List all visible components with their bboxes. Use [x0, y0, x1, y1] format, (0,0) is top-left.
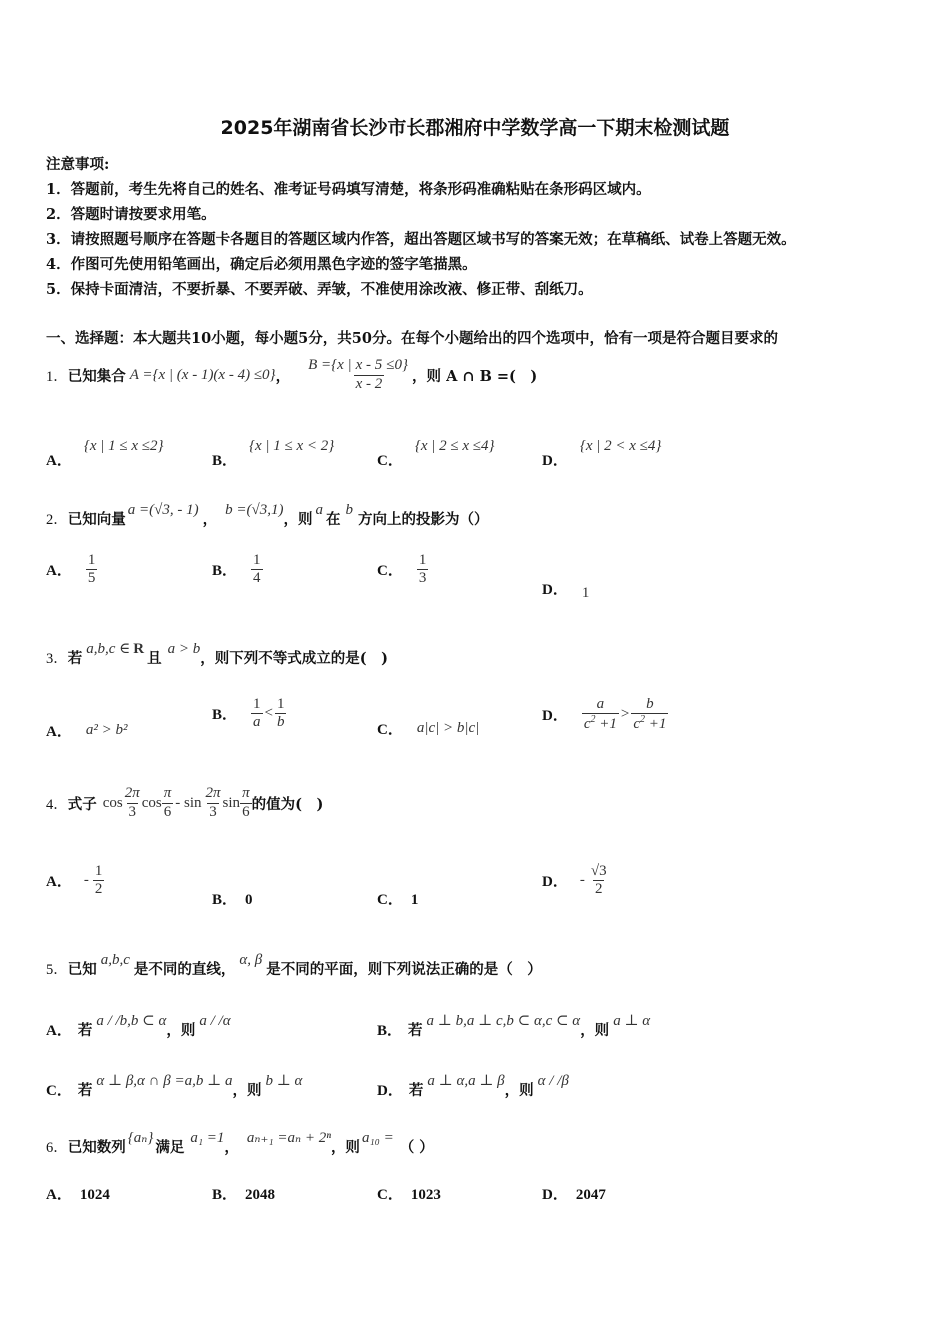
math-var-a: a [315, 502, 323, 518]
math-vector-a: a =(√3, - 1) [127, 502, 199, 518]
question-number: 1． [46, 368, 68, 385]
option-text: {x | 1 ≤ x < 2} [249, 438, 335, 454]
option-label: D． [542, 874, 568, 891]
math-cos: cos [141, 794, 162, 811]
question-tail: 方向上的投影为（） [357, 511, 489, 528]
question-2 [46, 497, 488, 529]
question-text: 已知向量 [67, 511, 126, 528]
q3-option-c[interactable] [377, 718, 479, 739]
option-text: ，则 [580, 1022, 610, 1039]
question-number: 5． [46, 962, 68, 978]
option-fraction [86, 552, 98, 588]
option-text: {x | 2 ≤ x ≤4} [414, 438, 495, 454]
numerator: 2π [205, 785, 221, 802]
math-fraction [204, 785, 223, 821]
option-label: C． [377, 1187, 403, 1203]
option-fraction: $\frac{a}{c^2 +1}$ [583, 696, 617, 733]
math-fraction [240, 785, 252, 821]
option-label: B． [212, 563, 238, 580]
option-sign: - [579, 872, 585, 889]
question-text: ， [275, 367, 291, 385]
q1-option-d[interactable] [542, 434, 662, 469]
option-fraction [589, 863, 609, 899]
question-text: 且 [147, 650, 162, 667]
q4-option-b[interactable] [212, 888, 253, 909]
numerator: √3 [590, 863, 607, 879]
option-label: B． [212, 453, 238, 469]
math-var-b: b [345, 502, 353, 518]
question-text: 已知 [67, 961, 97, 978]
question-text: 若 [67, 650, 83, 667]
q1-option-a[interactable] [46, 434, 164, 469]
denominator: 3 [418, 570, 427, 587]
notice-item-3: 3．请按照题号顺序在答题卡各题目的答题区域内作答，超出答题区域书写的答案无效；在草稿纸、试卷上答题无效。 [46, 231, 796, 248]
q4-option-c[interactable] [377, 888, 418, 909]
option-label: C． [377, 722, 403, 738]
numerator: 2π [124, 785, 140, 802]
option-math: a / /b,b ⊂ α [96, 1013, 167, 1029]
q6-option-a[interactable] [46, 1183, 110, 1204]
option-label: D． [377, 1083, 403, 1099]
option-label: D． [542, 1187, 568, 1203]
question-text: ，则 [283, 511, 313, 528]
denominator: 2 [594, 881, 603, 898]
option-math: α / /β [537, 1073, 569, 1089]
option-label: C． [46, 1083, 72, 1099]
option-text: 1 [581, 585, 590, 601]
option-math: a|c| > b|c| [416, 720, 480, 736]
question-text: 是不同的直线， [133, 961, 236, 978]
option-label: D． [542, 582, 568, 598]
denominator: 5 [87, 570, 96, 587]
page-title: 2025年湖南省长沙市长郡湘府中学数学高一下期末检测试题 [220, 117, 730, 139]
question-4 [46, 779, 323, 827]
denominator: 6 [242, 803, 250, 820]
question-tail: （ ） [399, 1139, 434, 1156]
math-sin: sin [222, 794, 241, 811]
option-text: 1023 [410, 1187, 441, 1203]
notice-heading: 注意事项: [46, 156, 110, 173]
question-text: 已知数列 [67, 1139, 126, 1156]
math-condition: a,b,c ∈ [86, 641, 131, 657]
notice-item-2: 2．答题时请按要求用笔。 [46, 206, 216, 223]
option-math: α ⊥ β,α ∩ β =a,b ⊥ a [96, 1073, 233, 1089]
question-text: 已知集合 [67, 367, 126, 385]
q6-option-c[interactable] [377, 1183, 441, 1204]
q4-option-d[interactable] [542, 863, 609, 899]
option-label: C． [377, 563, 403, 580]
option-math: a² > b² [85, 722, 128, 738]
question-text: 式子 [67, 795, 97, 813]
math-set-a: A ={x | (x - 1)(x - 4) ≤0} [129, 366, 276, 383]
q5-option-a[interactable] [46, 1008, 231, 1040]
question-number: 3． [46, 651, 68, 667]
option-fraction: $\frac{b}{c^2 +1}$ [633, 696, 667, 733]
question-number: 6． [46, 1140, 68, 1156]
option-label: B． [377, 1023, 403, 1039]
denominator: 6 [163, 803, 172, 820]
q6-option-b[interactable] [212, 1183, 275, 1204]
q2-option-d[interactable] [542, 578, 589, 599]
option-math: a ⊥ b,a ⊥ c,b ⊂ α,c ⊂ α [426, 1013, 581, 1029]
option-label: A． [46, 874, 72, 891]
option-text: 2047 [575, 1187, 606, 1203]
option-label: A． [46, 1187, 72, 1203]
q2-option-b[interactable] [212, 552, 263, 588]
notice-item-4: 4．作图可先使用铅笔画出，确定后必须用黑色字迹的签字笔描黑。 [46, 256, 477, 273]
denominator: 3 [209, 803, 217, 820]
option-fraction [93, 863, 105, 899]
question-text: 在 [325, 511, 341, 528]
option-text: ，则 [166, 1022, 196, 1039]
math-real-set: R [133, 641, 145, 657]
option-text: 若 [77, 1022, 93, 1039]
math-condition: a₁ =1 [190, 1130, 225, 1146]
numerator: π [163, 785, 172, 802]
question-tail: ，则下列不等式成立的是( ) [200, 650, 388, 667]
numerator: 1 [418, 552, 427, 568]
option-math: a / /α [199, 1013, 231, 1029]
option-text: 若 [77, 1082, 93, 1099]
question-1 [46, 352, 537, 398]
numerator: 1 [87, 552, 96, 568]
q6-option-d[interactable] [542, 1183, 606, 1204]
option-text: 若 [408, 1082, 424, 1099]
math-set-b-pre: B ={x | [308, 356, 352, 373]
option-label: A． [46, 453, 72, 469]
option-text: ，则 [232, 1082, 262, 1099]
option-label: A． [46, 1023, 72, 1039]
math-sequence: {aₙ} [127, 1130, 154, 1146]
option-text: 1024 [79, 1187, 110, 1203]
q3-option-a[interactable] [46, 720, 127, 741]
math-condition: aₙ₊₁ =aₙ + 2ⁿ [246, 1130, 331, 1146]
question-text: ， [202, 511, 218, 528]
q1-option-c[interactable] [377, 434, 495, 469]
option-text: 1 [410, 892, 419, 908]
option-math: a ⊥ α [613, 1013, 651, 1029]
option-sign: - [83, 872, 89, 889]
numerator: π [242, 785, 250, 802]
q3-option-d[interactable]: D． $\frac{a}{c^2 +1}$ > $\frac{b}{c^2 +1}$ [542, 696, 667, 733]
option-text: 若 [408, 1022, 423, 1039]
math-vector-b: b =(√3,1) [225, 502, 284, 518]
option-fraction: $\frac{1}{b}$ [276, 696, 285, 731]
option-text: 2048 [245, 1187, 276, 1203]
math-condition: a > b [167, 641, 201, 657]
option-label: D． [542, 453, 568, 469]
question-5 [46, 947, 542, 979]
numerator: 1 [94, 863, 103, 879]
denominator: 2 [94, 881, 103, 898]
option-label: A． [46, 724, 72, 740]
option-math: b ⊥ α [265, 1073, 303, 1089]
option-text: ，则 [504, 1082, 534, 1099]
math-set-b-post: ≤0} [386, 356, 409, 373]
numerator: 1 [253, 552, 261, 568]
option-fraction [417, 552, 429, 588]
q3-option-b[interactable]: B． $\frac{1}{a}$ < $\frac{1}{b}$ [212, 696, 285, 731]
q5-option-c[interactable] [46, 1068, 302, 1100]
question-tail: 的值为( ) [251, 795, 324, 813]
math-fraction [123, 785, 142, 821]
option-label: B． [212, 892, 238, 908]
math-condition: a₁₀ = [361, 1130, 394, 1146]
q1-option-b[interactable] [212, 434, 335, 469]
notice-item-5: 5．保持卡面清洁，不要折暴、不要弄破、弄皱，不准使用涂改液、修正带、刮纸刀。 [46, 281, 593, 298]
denominator: 4 [253, 570, 261, 587]
math-fraction [354, 357, 385, 393]
question-tail: 是不同的平面，则下列说法正确的是（ ） [266, 961, 542, 978]
q2-option-c[interactable] [377, 552, 428, 588]
question-number: 4． [46, 796, 68, 813]
question-3 [46, 636, 388, 668]
q5-option-d[interactable] [377, 1068, 569, 1100]
q5-option-b[interactable] [377, 1008, 650, 1040]
option-text: 0 [245, 892, 253, 908]
denominator: 3 [128, 803, 136, 820]
math-cos: cos [102, 794, 123, 811]
question-text: ，则 [330, 1139, 360, 1156]
denominator: x - 2 [355, 375, 383, 392]
math-planes: α, β [239, 952, 263, 968]
math-fraction [162, 785, 174, 821]
question-number: 2． [46, 512, 68, 528]
notice-item-1: 1．答题前，考生先将自己的姓名、准考证号码填写清楚，将条形码准确粘贴在条形码区域内。 [46, 181, 651, 198]
option-label: D． [542, 708, 568, 725]
math-sin: - sin [175, 794, 202, 811]
option-label: B． [212, 1187, 238, 1203]
option-math: a ⊥ α,a ⊥ β [427, 1073, 505, 1089]
numerator: x - 5 [355, 357, 383, 374]
question-text: 满足 [155, 1139, 185, 1156]
question-tail: ，则 A ∩ B =( ) [412, 367, 538, 385]
option-text: {x | 2 < x ≤4} [579, 438, 662, 454]
option-label: C． [377, 453, 403, 469]
option-text: {x | 1 ≤ x ≤2} [83, 438, 164, 454]
option-fraction [251, 552, 263, 588]
option-label: A． [46, 563, 72, 580]
math-lines: a,b,c [100, 952, 130, 968]
question-text: ， [224, 1139, 239, 1156]
q4-option-a[interactable] [46, 863, 104, 899]
option-label: C． [377, 892, 403, 908]
option-label: B． [212, 707, 238, 724]
q2-option-a[interactable] [46, 552, 97, 588]
section-heading: 一、选择题：本大题共10小题，每小题5分，共50分。在每个小题给出的四个选项中，恰有一项是符合题目要求的 [46, 330, 778, 347]
question-6 [46, 1125, 434, 1157]
option-fraction: $\frac{1}{a}$ [253, 696, 261, 731]
